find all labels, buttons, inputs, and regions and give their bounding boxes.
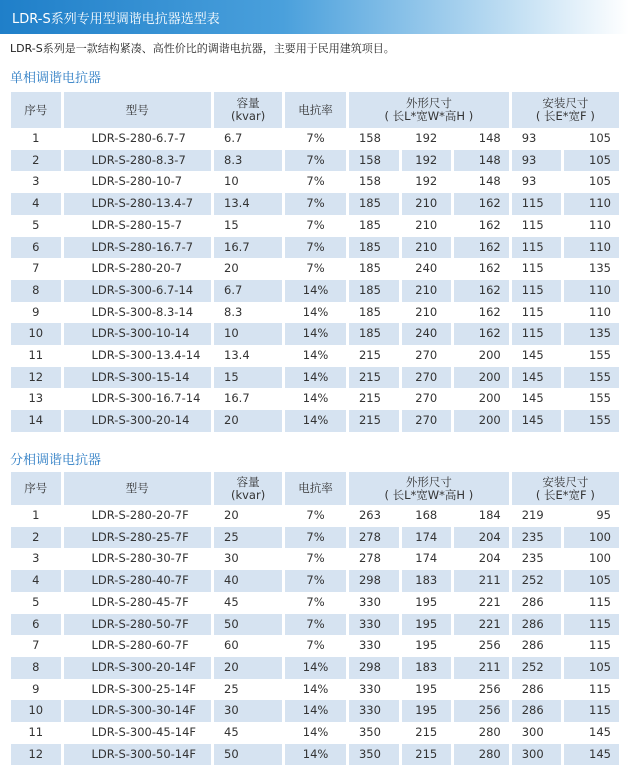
cell-capacity: 20 [214,410,282,432]
header-mount [512,472,619,505]
cell-width: 192 [415,131,438,145]
cell-index: 2 [11,527,61,549]
cell-mount-f: 155 [589,391,611,406]
cell-capacity: 8.3 [214,150,282,172]
cell-length: 215 [349,367,399,389]
cell-height: 200 [454,367,509,389]
cell-mount-f: 110 [589,304,611,319]
table-row [11,215,619,237]
cell-model: LDR-S-280-8.3-7 [64,150,212,172]
cell-index: 10 [11,700,61,722]
cell-length: 185 [358,217,381,232]
cell-model: LDR-S-300-20-14 [64,410,212,432]
cell-mount-e: 235 [521,551,544,566]
cell-model: LDR-S-280-40-7F [64,570,212,592]
cell-mount-e: 300 [512,744,562,765]
header-dimensions [349,92,509,128]
cell-model: LDR-S-280-20-7F [91,508,189,522]
cell-height: 162 [478,261,501,276]
table-row [11,657,619,679]
cell-model: LDR-S-300-10-14 [64,323,212,345]
cell-mount-e: 93 [521,174,537,189]
cell-model: LDR-S-280-15-7 [91,217,183,232]
cell-mount-f: 110 [564,193,619,215]
cell-capacity: 60 [224,638,239,653]
cell-reactance: 14% [285,410,346,432]
cell-reactance: 7% [306,217,325,232]
cell-mount-e: 115 [521,304,544,319]
cell-mount-f: 145 [589,725,611,740]
header-mount-label: 安装尺寸 [542,96,589,110]
cell-reactance: 14% [302,348,329,363]
section-title-split-phase: 分相调谐电抗器 [10,453,102,468]
cell-width: 270 [415,391,438,406]
header-index: 序号 [11,472,61,505]
cell-mount-e: 252 [512,570,562,592]
cell-width: 174 [402,527,452,549]
cell-capacity: 50 [214,744,282,765]
table-row [11,614,619,636]
cell-reactance: 7% [306,638,325,653]
cell-reactance: 7% [306,261,325,276]
cell-mount-f: 110 [589,217,611,232]
table-row [11,302,619,324]
cell-mount-f: 155 [564,410,619,432]
cell-capacity: 50 [214,614,282,636]
cell-reactance: 7% [306,174,325,189]
cell-capacity: 30 [214,700,282,722]
cell-mount-f: 115 [589,638,611,653]
cell-model: LDR-S-280-30-7F [91,551,189,566]
cell-reactance: 14% [302,391,329,406]
cell-index: 14 [11,410,61,432]
cell-height: 280 [454,744,509,765]
table-row [11,679,619,701]
cell-capacity: 10 [224,174,239,189]
header-capacity [214,472,282,505]
cell-capacity: 13.4 [224,348,250,363]
cell-mount-f: 105 [589,174,611,189]
cell-mount-e: 252 [512,657,562,679]
cell-capacity: 15 [214,367,282,389]
cell-reactance: 14% [302,304,329,319]
cell-mount-e: 286 [512,700,562,722]
cell-capacity: 25 [214,527,282,549]
cell-mount-e: 93 [521,131,537,145]
table-row [11,193,619,215]
cell-model: LDR-S-300-30-14F [64,700,212,722]
cell-index: 8 [11,657,61,679]
table-row [11,345,619,367]
cell-capacity: 8.3 [224,304,243,319]
cell-reactance: 14% [285,657,346,679]
cell-model: LDR-S-280-10-7 [91,174,183,189]
cell-width: 210 [402,237,452,259]
cell-width: 210 [415,217,438,232]
cell-length: 330 [349,614,399,636]
cell-length: 185 [349,280,399,302]
cell-mount-f: 105 [589,131,611,145]
cell-capacity: 45 [224,594,239,609]
cell-mount-e: 115 [512,280,562,302]
cell-height: 221 [478,594,501,609]
cell-mount-e: 286 [521,681,544,696]
cell-mount-e: 145 [512,367,562,389]
cell-index: 6 [11,237,61,259]
cell-width: 270 [402,410,452,432]
table-row [11,237,619,259]
cell-reactance: 7% [285,614,346,636]
cell-height: 200 [478,391,501,406]
cell-index: 3 [32,551,40,566]
header-reactance: 电抗率 [285,472,346,505]
cell-index: 10 [11,323,61,345]
cell-mount-f: 105 [564,570,619,592]
header-dimensions [349,472,509,505]
cell-index: 11 [28,725,44,740]
cell-height: 148 [454,150,509,172]
cell-width: 195 [415,638,438,653]
table-row [11,388,619,410]
header-banner [0,0,629,34]
cell-reactance: 7% [306,551,325,566]
table-row [11,548,619,570]
cell-mount-e: 286 [521,638,544,653]
cell-mount-f: 95 [596,508,611,522]
cell-capacity: 6.7 [224,131,243,145]
cell-reactance: 7% [285,570,346,592]
header-dimensions-label: 外形尺寸 [405,96,452,110]
table-row [11,700,619,722]
cell-mount-f: 115 [589,594,611,609]
cell-mount-f: 115 [589,681,611,696]
table-row [11,128,619,150]
cell-width: 210 [402,193,452,215]
cell-mount-f: 100 [564,527,619,549]
cell-width: 183 [402,657,452,679]
cell-height: 162 [478,304,501,319]
cell-length: 278 [349,527,399,549]
cell-model: LDR-S-280-45-7F [91,594,189,609]
table-row [11,258,619,280]
header-mount-label: 安装尺寸 [542,474,589,489]
cell-width: 240 [402,323,452,345]
cell-width: 215 [402,744,452,765]
cell-capacity: 15 [224,217,239,232]
cell-capacity: 40 [214,570,282,592]
cell-mount-f: 155 [589,348,611,363]
header-mount [512,92,619,128]
cell-width: 183 [402,570,452,592]
cell-index: 7 [32,638,40,653]
table-row [11,592,619,614]
table-row [11,744,619,765]
cell-mount-f: 135 [589,261,611,276]
cell-model: LDR-S-300-6.7-14 [64,280,212,302]
cell-index: 4 [11,570,61,592]
cell-length: 185 [358,261,381,276]
cell-mount-e: 115 [512,323,562,345]
cell-mount-e: 300 [521,725,544,740]
cell-model: LDR-S-300-20-14F [64,657,212,679]
cell-mount-f: 115 [564,614,619,636]
header-reactance: 电抗率 [285,92,346,128]
section-title-single-phase: 单相调谐电抗器 [10,71,102,86]
table-row [11,171,619,193]
cell-model: LDR-S-300-16.7-14 [91,391,201,406]
cell-index: 5 [32,594,40,609]
table-row [11,367,619,389]
cell-height: 162 [454,280,509,302]
cell-index: 1 [32,131,40,145]
cell-index: 13 [28,391,44,406]
cell-index: 11 [28,348,44,363]
cell-width: 240 [415,261,438,276]
cell-capacity: 20 [224,261,239,276]
cell-width: 195 [402,700,452,722]
cell-mount-f: 105 [564,657,619,679]
cell-index: 6 [11,614,61,636]
cell-length: 350 [358,725,381,740]
cell-height: 148 [478,131,501,145]
cell-model: LDR-S-280-13.4-7 [64,193,212,215]
cell-reactance: 14% [285,744,346,765]
cell-length: 298 [349,657,399,679]
cell-length: 330 [358,594,381,609]
cell-mount-e: 93 [512,150,562,172]
table-row [11,527,619,549]
cell-index: 1 [32,508,40,522]
cell-mount-f: 115 [564,700,619,722]
cell-height: 256 [478,681,501,696]
cell-length: 215 [358,348,381,363]
cell-height: 184 [478,508,501,522]
cell-capacity: 25 [224,681,239,696]
cell-height: 204 [454,527,509,549]
cell-index: 4 [11,193,61,215]
cell-index: 3 [32,174,40,189]
cell-length: 185 [349,237,399,259]
header-capacity-label: 容量 [236,474,260,489]
cell-model: LDR-S-280-50-7F [64,614,212,636]
cell-reactance: 7% [306,131,325,145]
cell-width: 195 [415,594,438,609]
cell-length: 330 [349,700,399,722]
cell-length: 158 [358,174,381,189]
cell-mount-f: 135 [564,323,619,345]
table-row [11,635,619,657]
cell-length: 278 [358,551,381,566]
cell-mount-e: 145 [521,348,544,363]
cell-length: 330 [358,681,381,696]
cell-mount-e: 115 [512,193,562,215]
cell-capacity: 10 [214,323,282,345]
cell-capacity: 20 [224,508,239,522]
cell-reactance: 14% [302,681,329,696]
cell-index: 7 [32,261,40,276]
cell-length: 158 [358,131,381,145]
cell-mount-f: 105 [564,150,619,172]
cell-capacity: 45 [224,725,239,740]
cell-capacity: 20 [214,657,282,679]
cell-reactance: 7% [285,527,346,549]
cell-index: 9 [32,681,40,696]
cell-length: 263 [358,508,381,522]
cell-capacity: 16.7 [214,237,282,259]
cell-length: 330 [358,638,381,653]
cell-width: 195 [415,681,438,696]
cell-width: 192 [415,174,438,189]
cell-height: 204 [478,551,501,566]
intro-text: LDR-S系列是一款结构紧凑、高性价比的调谐电抗器，主要用于民用建筑项目。 [10,42,395,55]
table-row [11,505,619,527]
header-capacity-label: 容量 [236,96,260,110]
cell-model: LDR-S-280-6.7-7 [91,131,186,145]
cell-length: 350 [349,744,399,765]
cell-reactance: 7% [306,594,325,609]
cell-width: 270 [402,367,452,389]
header-capacity-unit: (kvar) [230,109,266,123]
cell-height: 200 [454,410,509,432]
table-row [11,410,619,432]
cell-width: 210 [402,280,452,302]
cell-mount-e: 115 [521,217,544,232]
cell-mount-e: 235 [512,527,562,549]
cell-mount-f: 100 [589,551,611,566]
table-row [11,150,619,172]
cell-model: LDR-S-300-50-14F [64,744,212,765]
cell-model: LDR-S-300-13.4-14 [91,348,201,363]
header-dimensions-detail: ( 长L*宽W*高H ) [384,109,474,123]
cell-mount-e: 219 [521,508,544,522]
cell-index: 12 [11,367,61,389]
cell-length: 185 [349,323,399,345]
cell-height: 256 [454,700,509,722]
cell-mount-f: 145 [564,744,619,765]
cell-index: 12 [11,744,61,765]
cell-mount-f: 155 [564,367,619,389]
cell-model: LDR-S-300-15-14 [64,367,212,389]
cell-capacity: 30 [224,551,239,566]
header-model: 型号 [64,92,212,128]
cell-height: 162 [454,323,509,345]
cell-height: 280 [478,725,501,740]
cell-mount-e: 115 [512,237,562,259]
cell-index: 2 [11,150,61,172]
cell-model: LDR-S-300-8.3-14 [91,304,194,319]
cell-width: 210 [415,304,438,319]
cell-capacity: 6.7 [214,280,282,302]
single-phase-table [8,92,622,432]
header-capacity-unit: (kvar) [230,487,266,502]
cell-mount-e: 145 [521,391,544,406]
cell-reactance: 14% [285,280,346,302]
split-phase-table [8,472,622,765]
header-model: 型号 [64,472,212,505]
cell-width: 270 [415,348,438,363]
cell-height: 256 [478,638,501,653]
cell-width: 168 [415,508,438,522]
header-capacity [214,92,282,128]
cell-height: 211 [454,657,509,679]
cell-height: 221 [454,614,509,636]
cell-height: 162 [478,217,501,232]
header-dimensions-detail: ( 长L*宽W*高H ) [384,487,474,502]
cell-length: 185 [358,304,381,319]
cell-index: 9 [32,304,40,319]
cell-length: 215 [358,391,381,406]
cell-reactance: 7% [285,237,346,259]
cell-capacity: 16.7 [224,391,250,406]
cell-model: LDR-S-280-60-7F [91,638,189,653]
header-index: 序号 [11,92,61,128]
cell-reactance: 14% [285,323,346,345]
cell-index: 8 [11,280,61,302]
cell-reactance: 14% [285,367,346,389]
cell-index: 5 [32,217,40,232]
cell-height: 148 [478,174,501,189]
cell-reactance: 14% [285,700,346,722]
table-row [11,280,619,302]
cell-width: 195 [402,614,452,636]
cell-reactance: 14% [302,725,329,740]
cell-mount-f: 110 [564,237,619,259]
cell-reactance: 7% [306,508,325,522]
cell-mount-e: 286 [521,594,544,609]
cell-height: 162 [454,193,509,215]
cell-mount-f: 110 [564,280,619,302]
cell-width: 215 [415,725,438,740]
cell-reactance: 7% [285,150,346,172]
cell-width: 192 [402,150,452,172]
cell-model: LDR-S-300-25-14F [91,681,197,696]
cell-model: LDR-S-280-16.7-7 [64,237,212,259]
cell-length: 185 [349,193,399,215]
cell-model: LDR-S-280-20-7 [91,261,183,276]
header-mount-detail: ( 长E*宽F ) [535,487,595,502]
header-dimensions-label: 外形尺寸 [405,474,452,489]
cell-length: 298 [349,570,399,592]
page-title: LDR-S系列专用型调谐电抗器选型表 [12,12,220,27]
cell-model: LDR-S-280-25-7F [64,527,212,549]
cell-capacity: 13.4 [214,193,282,215]
cell-width: 174 [415,551,438,566]
table-row [11,570,619,592]
cell-mount-e: 115 [521,261,544,276]
cell-height: 211 [454,570,509,592]
cell-height: 200 [478,348,501,363]
split-phase-table-body [11,505,619,765]
cell-model: LDR-S-300-45-14F [91,725,197,740]
cell-length: 158 [349,150,399,172]
single-phase-table-body [11,128,619,432]
table-row [11,722,619,744]
header-mount-detail: ( 长E*宽F ) [535,109,595,123]
cell-mount-e: 286 [512,614,562,636]
cell-length: 215 [349,410,399,432]
cell-height: 162 [454,237,509,259]
cell-mount-e: 145 [512,410,562,432]
table-row [11,323,619,345]
cell-reactance: 7% [285,193,346,215]
